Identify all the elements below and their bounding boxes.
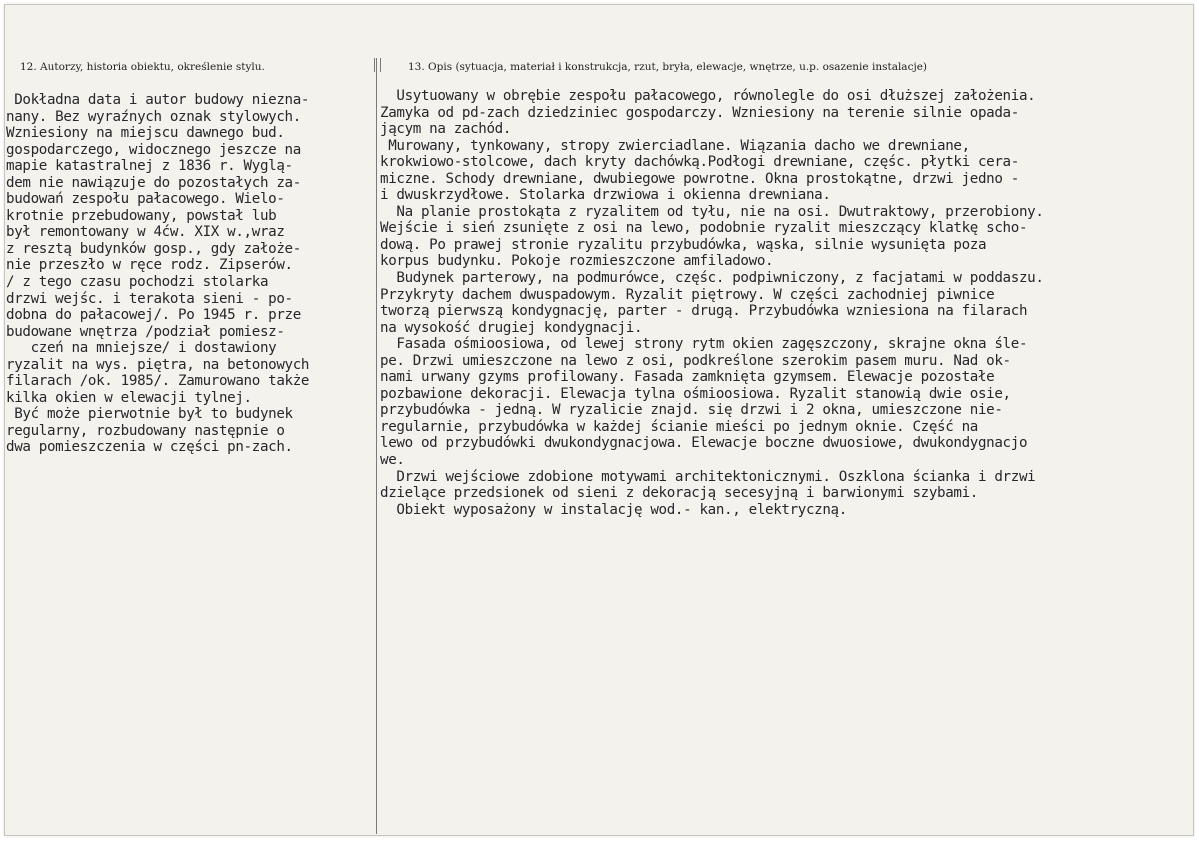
description-text-line: Fasada ośmioosiowa, od lewej strony rytm okien zagęszczony, skrajne okna śle- bbox=[380, 336, 1028, 353]
description-text-line: lewo od przybudówki dwukondygnacjowa. Elewacje boczne dwuosiowe, dwukondygnacjo bbox=[380, 435, 1028, 452]
history-text-line: Dokładna data i autor budowy niezna- bbox=[6, 92, 310, 108]
history-text-line: dwa pomieszczenia w części pn-zach. bbox=[6, 439, 293, 456]
history-text-line: nany. Bez wyraźnych oznak stylowych. bbox=[6, 108, 301, 125]
history-text-block bbox=[6, 92, 309, 456]
description-text-line: tworzą pierwszą kondygnację, parter - drugą. Przybudówka wzniesiona na filarach bbox=[380, 303, 1028, 320]
description-text-line: nami urwany gzyms profilowany. Fasada zamknięta gzymsem. Elewacje pozostałe bbox=[380, 369, 995, 386]
history-text-line: budowane wnętrza /podział pomiesz- bbox=[6, 323, 285, 340]
history-text-line: dem nie nawiązuje do pozostałych za- bbox=[6, 174, 301, 191]
description-text-line: dzielące przedsionek od sieni z dekoracją secesyjną i barwionymi szybami. bbox=[380, 485, 978, 502]
history-text-line: / z tego czasu pochodzi stolarka bbox=[6, 274, 269, 291]
history-text-line: krotnie przebudowany, powstał lub bbox=[6, 207, 277, 224]
description-text-line: Obiekt wyposażony w instalację wod.- kan., elektryczną. bbox=[380, 501, 847, 518]
description-text-line: Drzwi wejściowe zdobione motywami architektonicznymi. Oszklona ścianka i drzwi bbox=[380, 468, 1036, 485]
history-text-line: z resztą budynków gosp., gdy założe- bbox=[6, 240, 301, 257]
history-text-line: Być może pierwotnie był to budynek bbox=[6, 406, 293, 423]
section-13-header: 13. Opis (sytuacja, materiał i konstrukcja, rzut, bryła, elewacje, wnętrze, u.p. osazenie instalacje) bbox=[408, 61, 928, 73]
history-text-line: filarach /ok. 1985/. Zamurowano także bbox=[6, 373, 310, 390]
description-text-line: Na planie prostokąta z ryzalitem od tyłu, nie na osi. Dwutraktowy, przerobiony. bbox=[380, 203, 1044, 220]
history-text-line: drzwi wejśc. i terakota sieni - po- bbox=[6, 290, 293, 307]
description-text-line: Murowany, tynkowany, stropy zwierciadlane. Wiązania dacho we drewniane, bbox=[380, 137, 970, 154]
description-text-line: miczne. Schody drewniane, dwubiegowe powrotne. Okna prostokątne, drzwi jedno - bbox=[380, 170, 1019, 187]
history-text-line: dobna do pałacowej/. Po 1945 r. prze bbox=[6, 307, 301, 324]
history-text-line: kilka okien w elewacji tylnej. bbox=[6, 389, 252, 406]
history-text-line: nie przeszło w ręce rodz. Zipserów. bbox=[6, 257, 293, 274]
description-text-line: regularnie, przybudówka w każdej ścianie mieści po jednym oknie. Część na bbox=[380, 418, 978, 435]
history-text-line: gospodarczego, widocznego jeszcze na bbox=[6, 141, 301, 158]
history-text-line: ryzalit na wys. piętra, na betonowych bbox=[6, 356, 310, 373]
description-text-line: Budynek parterowy, na podmurówce, częśc. podpiwniczony, z facjatami w poddaszu. bbox=[380, 270, 1044, 287]
description-text-line: na wysokość drugiej kondygnacji. bbox=[380, 319, 643, 336]
history-text-line: regularny, rozbudowany następnie o bbox=[6, 422, 285, 439]
description-text-line: krokwiowo-stolcowe, dach kryty dachówką.Podłogi drewniane, częśc. płytki cera- bbox=[380, 154, 1019, 171]
description-text-line: Wejście i sień zsunięte z osi na lewo, podobnie ryzalit mieszczący klatkę scho- bbox=[380, 220, 1028, 237]
history-text-line: był remontowany w 4ćw. XIX w.,wraz bbox=[6, 224, 285, 241]
history-text-line: Wzniesiony na miejscu dawnego bud. bbox=[6, 125, 285, 142]
history-text-line: czeń na mniejsze/ i dostawiony bbox=[6, 340, 277, 357]
history-text-line: mapie katastralnej z 1836 r. Wyglą- bbox=[6, 158, 293, 175]
section-12-header: 12. Autorzy, historia obiektu, określenie stylu. bbox=[20, 61, 265, 73]
column-divider-tick bbox=[374, 58, 381, 72]
description-text-line: Zamyka od pd-zach dziedziniec gospodarczy. Wzniesiony na terenie silnie opada- bbox=[380, 104, 1019, 121]
history-text-line: budowań zespołu pałacowego. Wielo- bbox=[6, 191, 285, 208]
description-text-line: we. bbox=[380, 452, 405, 469]
description-text-line: jącym na zachód. bbox=[380, 121, 512, 138]
description-text-line: korpus budynku. Pokoje rozmieszczone amfiladowo. bbox=[380, 253, 774, 270]
description-text-line: pozbawione dekoracji. Elewacja tylna ośmioosiowa. Ryzalit stanowią dwie osie, bbox=[380, 385, 1011, 402]
description-text-line: Przykryty dachem dwuspadowym. Ryzalit piętrowy. W części zachodniej piwnice bbox=[380, 286, 995, 303]
description-text-line: pe. Drzwi umieszczone na lewo z osi, podkreślone szerokim pasem muru. Nad ok- bbox=[380, 352, 1011, 369]
description-text-line: dową. Po prawej stronie ryzalitu przybudówka, wąska, silnie wysunięta poza bbox=[380, 236, 987, 253]
description-text-line: i dwuskrzydłowe. Stolarka drzwiowa i okienna drewniana. bbox=[380, 187, 831, 204]
column-divider bbox=[376, 58, 377, 834]
description-text-line: przybudówka - jedną. W ryzalicie znajd. się drzwi i 2 okna, umieszczone nie- bbox=[380, 402, 1003, 419]
description-text-line: Usytuowany w obrębie zespołu pałacowego, równolegle do osi dłuższej założenia. bbox=[380, 88, 1036, 104]
description-text-block bbox=[380, 88, 1044, 518]
